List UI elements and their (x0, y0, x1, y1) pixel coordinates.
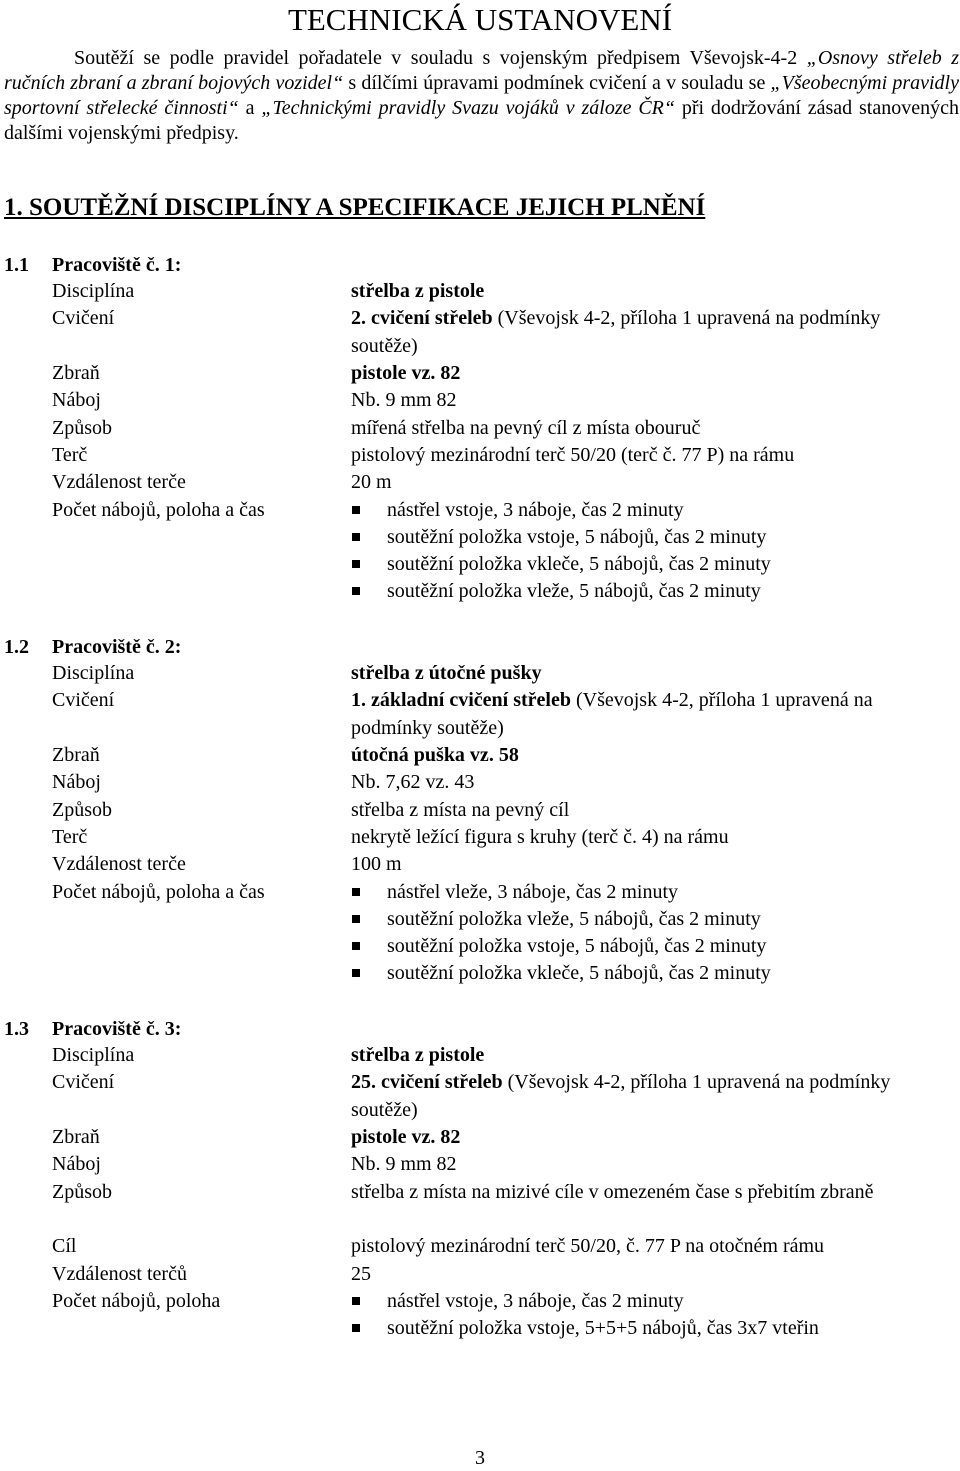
spec-value: 25 (351, 1262, 371, 1285)
bullet-square-icon (352, 1297, 360, 1305)
list-item: nástřel vleže, 3 náboje, čas 2 minuty (351, 879, 771, 906)
spec-label: Terč (52, 443, 88, 466)
workplace-title: Pracoviště č. 2: (52, 636, 182, 658)
spec-label: Zbraň (52, 1126, 100, 1148)
spec-value: útočná puška vz. 58 (351, 744, 519, 766)
spec-label: Zbraň (52, 362, 100, 384)
workplace-number: 1.2 (4, 636, 29, 658)
list-item: soutěžní položka vstoje, 5+5+5 nábojů, čas 3x7 vteřin (351, 1315, 819, 1342)
rounds-list (351, 1288, 819, 1343)
spec-value: pistole vz. 82 (351, 362, 461, 384)
workplace-heading (4, 1016, 181, 1042)
intro-text-1: Soutěží se podle pravidel pořadatele v souladu s vojenským předpisem Vševojsk-4-2 (74, 47, 807, 69)
spec-label: Disciplína (52, 1044, 135, 1066)
intro-italic-2: „Všeobecnými pravidly sportovní střelecké činnosti“ (4, 72, 959, 119)
spec-value: 25. cvičení střeleb (Vševojsk 4-2, příloha 1 upravená na podmínky soutěže) (351, 1071, 891, 1121)
workplace-heading (4, 252, 181, 278)
spec-value: Nb. 9 mm 82 (351, 1153, 457, 1176)
spec-value: pistole vz. 82 (351, 1126, 461, 1148)
intro-paragraph (4, 46, 959, 146)
spec-label: Náboj (52, 1153, 101, 1176)
spec-value: střelba z pistole (351, 1044, 485, 1066)
bullet-square-icon (352, 915, 360, 923)
spec-label: Cvičení (52, 1071, 115, 1094)
page-number: 3 (475, 1447, 485, 1469)
bullet-square-icon (352, 533, 360, 541)
workplace-number: 1.3 (4, 1018, 29, 1040)
spec-value: 1. základní cvičení střeleb (Vševojsk 4-2, příloha 1 upravená na podmínky soutěže) (351, 689, 873, 739)
spec-label: Náboj (52, 771, 101, 794)
spec-value: Nb. 7,62 vz. 43 (351, 771, 475, 794)
list-item: soutěžní položka vkleče, 5 nábojů, čas 2 minuty (351, 960, 771, 987)
intro-text-2: s dílčími úpravami podmínek cvičení a v souladu se (343, 72, 771, 94)
spec-label: Náboj (52, 389, 101, 412)
list-item: soutěžní položka vleže, 5 nábojů, čas 2 minuty (351, 578, 771, 605)
bullet-square-icon (352, 587, 360, 595)
spec-value: Nb. 9 mm 82 (351, 389, 457, 412)
intro-italic-3: „Technickými pravidly Svazu vojáků v záloze ČR“ (261, 97, 676, 119)
intro-text-3: a (238, 97, 262, 119)
spec-value: pistolový mezinárodní terč 50/20 (terč č. 77 P) na rámu (351, 443, 795, 466)
spec-label: Způsob (52, 416, 112, 439)
spec-value: 2. cvičení střeleb (Vševojsk 4-2, příloha 1 upravená na podmínky soutěže) (351, 307, 881, 357)
spec-label: Disciplína (52, 280, 135, 302)
spec-value: mířená střelba na pevný cíl z místa obouruč (351, 416, 701, 439)
bullet-square-icon (352, 506, 360, 514)
bullet-square-icon (352, 942, 360, 950)
bullet-square-icon (352, 1324, 360, 1332)
bullet-square-icon (352, 969, 360, 977)
spec-value: střelba z útočné pušky (351, 662, 542, 684)
spec-label: Vzdálenost terče (52, 471, 186, 494)
spec-label: Počet nábojů, poloha a čas (52, 498, 265, 521)
spec-value: nekrytě ležící figura s kruhy (terč č. 4) na rámu (351, 825, 729, 848)
spec-value: pistolový mezinárodní terč 50/20, č. 77 P na otočném rámu (351, 1235, 825, 1258)
spec-label: Cvičení (52, 689, 115, 712)
list-item: soutěžní položka vleže, 5 nábojů, čas 2 minuty (351, 906, 771, 933)
rounds-list (351, 497, 771, 606)
list-item: nástřel vstoje, 3 náboje, čas 2 minuty (351, 497, 771, 524)
list-item: nástřel vstoje, 3 náboje, čas 2 minuty (351, 1288, 819, 1315)
workplace-title: Pracoviště č. 3: (52, 1018, 182, 1040)
spec-label: Disciplína (52, 662, 135, 684)
list-item: soutěžní položka vkleče, 5 nábojů, čas 2 minuty (351, 551, 771, 578)
section-heading: 1. SOUTĚŽNÍ DISCIPLÍNY A SPECIFIKACE JEJICH PLNĚNÍ (4, 194, 706, 221)
intro-italic-1: „Osnovy střeleb z ručních zbraní a zbraní bojových vozidel“ (4, 47, 959, 94)
list-item: soutěžní položka vstoje, 5 nábojů, čas 2 minuty (351, 933, 771, 960)
spec-value: střelba z pistole (351, 280, 485, 302)
list-item: soutěžní položka vstoje, 5 nábojů, čas 2 minuty (351, 524, 771, 551)
spec-label: Počet nábojů, poloha (52, 1289, 221, 1312)
intro-text-4: při dodržování zásad stanovených dalšími vojenskými předpisy. (4, 97, 959, 144)
workplace-title: Pracoviště č. 1: (52, 254, 182, 276)
spec-label: Způsob (52, 1180, 112, 1203)
bullet-square-icon (352, 888, 360, 896)
spec-label: Vzdálenost terčů (52, 1262, 187, 1285)
spec-label: Způsob (52, 798, 112, 821)
spec-label: Cíl (52, 1235, 77, 1258)
spec-value: střelba z místa na pevný cíl (351, 798, 570, 821)
workplace-number: 1.1 (4, 254, 29, 276)
bullet-square-icon (352, 560, 360, 568)
page-title: TECHNICKÁ USTANOVENÍ (287, 2, 673, 37)
spec-value: střelba z místa na mizivé cíle v omezeném čase s přebitím zbraně (351, 1180, 874, 1203)
spec-value: 20 m (351, 471, 392, 494)
spec-value: 100 m (351, 853, 402, 876)
rounds-list (351, 879, 771, 988)
spec-label: Zbraň (52, 744, 100, 766)
spec-label: Počet nábojů, poloha a čas (52, 880, 265, 903)
spec-label: Vzdálenost terče (52, 853, 186, 876)
spec-label: Cvičení (52, 307, 115, 330)
workplace-heading (4, 634, 181, 660)
spec-label: Terč (52, 825, 88, 848)
